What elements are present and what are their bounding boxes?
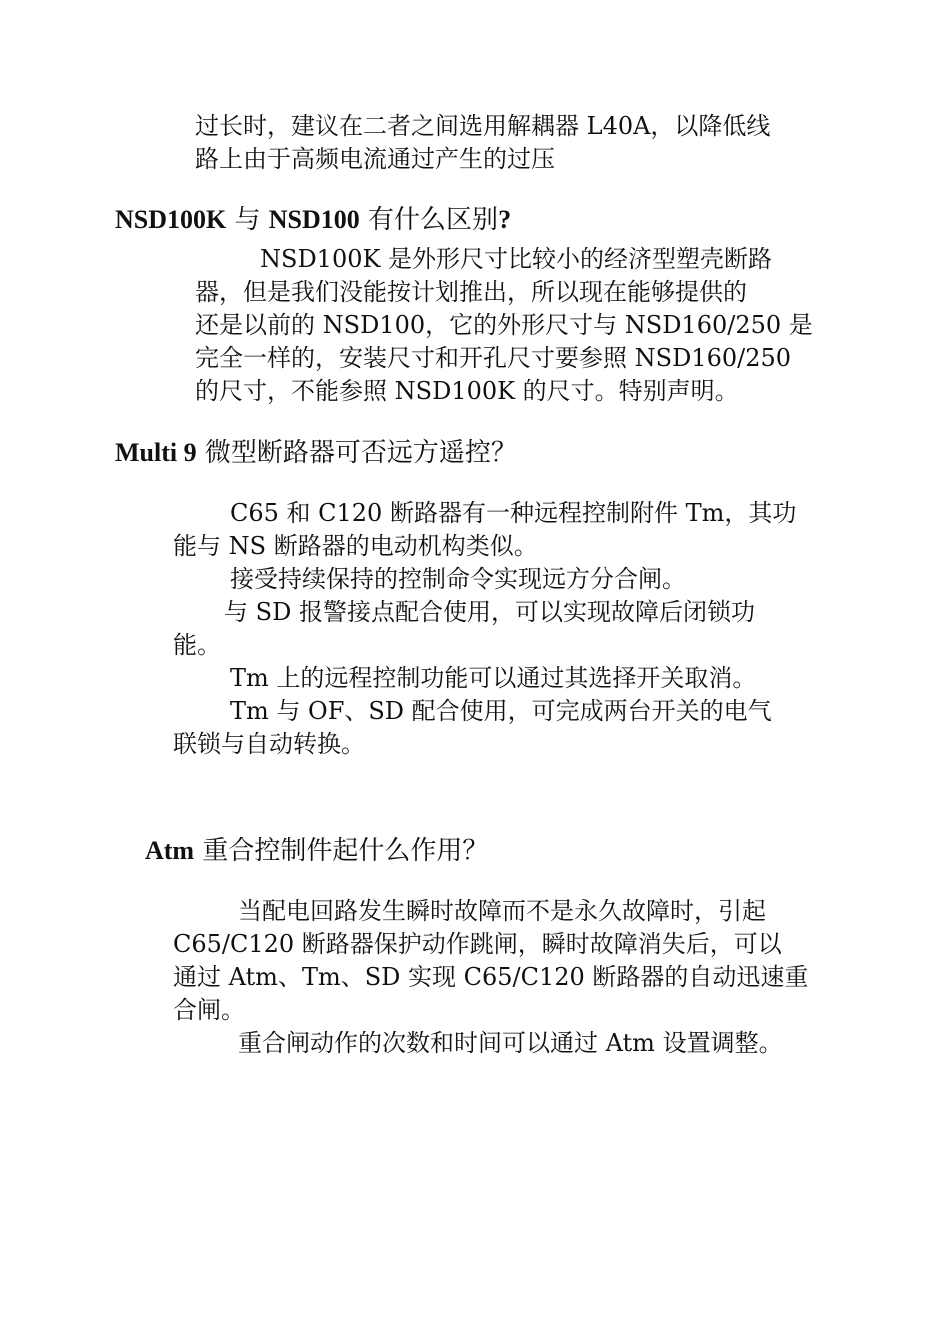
section1-line-2: 器，但是我们没能按计划推出，所以现在能够提供的 [195,278,747,306]
section3-line-2: C65/C120 断路器保护动作跳闸，瞬时故障消失后，可以 [173,930,782,958]
section3-line-5: 重合闸动作的次数和时间可以通过 Atm 设置调整。 [238,1029,783,1057]
section1-heading-rest: 有什么区别 [359,205,499,235]
intro-line-2: 路上由于高频电流通过产生的过压 [195,145,555,173]
section3-heading-bold: Atm [145,836,195,865]
section1-heading-bold-2: NSD100 [268,205,360,234]
section1-line-5: 的尺寸，不能参照 NSD100K 的尺寸。特别声明。 [195,377,739,405]
section3-line-3: 通过 Atm、Tm、SD 实现 C65/C120 断路器的自动迅速重 [173,963,809,991]
section1-line-3: 还是以前的 NSD100，它的外形尺寸与 NSD160/250 是 [195,311,813,339]
section3-line-4: 合闸。 [173,996,245,1024]
section2-line-8: 联锁与自动转换。 [173,730,365,758]
section1-heading [115,203,511,237]
section2-heading [115,436,517,470]
section1-line-1: NSD100K 是外形尺寸比较小的经济型塑壳断路 [260,245,773,273]
section1-heading-mid: 与 [226,205,269,235]
section2-line-7: Tm 与 OF、SD 配合使用，可完成两台开关的电气 [230,697,772,725]
section2-line-6: Tm 上的远程控制功能可以通过其选择开关取消。 [230,664,757,692]
section2-line-2: 能与 NS 断路器的电动机构类似。 [173,532,538,560]
section1-line-4: 完全一样的，安装尺寸和开孔尺寸要参照 NSD160/250 [195,344,792,372]
section2-line-5: 能。 [173,631,221,659]
section2-heading-rest: 微型断路器可否远方遥控？ [196,438,517,468]
section3-heading [145,834,488,868]
section2-line-4: 与 SD 报警接点配合使用，可以实现故障后闭锁功 [224,598,755,626]
section3-line-1: 当配电回路发生瞬时故障而不是永久故障时，引起 [238,897,766,925]
section3-heading-rest: 重合控制件起什么作用？ [194,836,489,866]
section2-line-3: 接受持续保持的控制命令实现远方分合闸。 [230,565,686,593]
section2-line-1: C65 和 C120 断路器有一种远程控制附件 Tm，其功 [230,499,797,527]
section2-heading-bold: Multi 9 [115,438,197,467]
intro-line-1: 过长时，建议在二者之间选用解耦器 L40A，以降低线 [195,112,771,140]
section1-heading-q: ? [498,205,512,234]
section1-heading-bold-1: NSD100K [115,205,227,234]
